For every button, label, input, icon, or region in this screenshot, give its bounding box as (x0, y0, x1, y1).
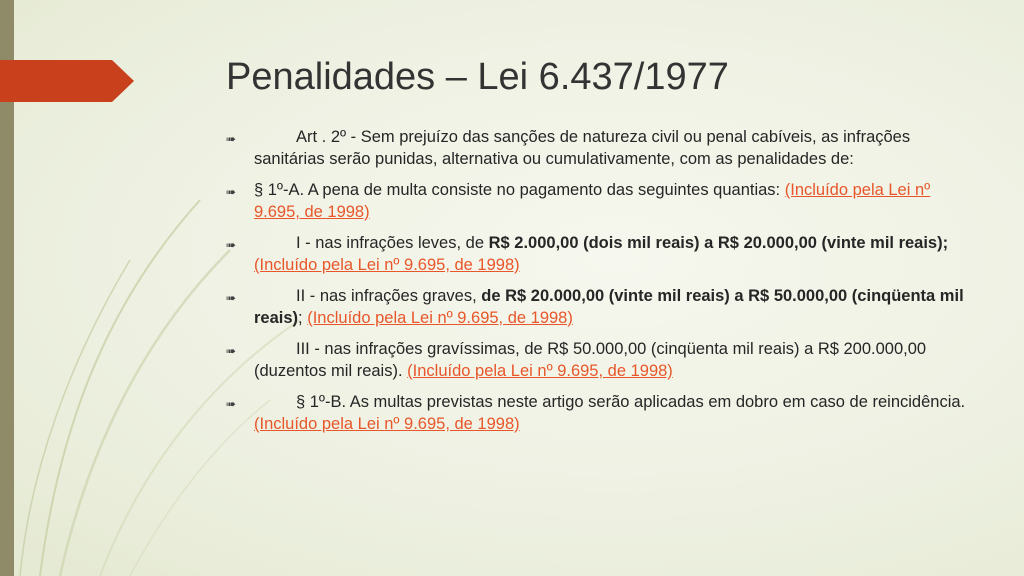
bullet-text: Art . 2º - Sem prejuízo das sanções de natureza civil ou penal cabíveis, as infrações sanitárias serão punidas, alternativa ou cumulativamente, com as penalidades de: (254, 128, 911, 168)
law-reference-link[interactable]: (Incluído pela Lei nº 9.695, de 1998) (407, 362, 673, 380)
arrow-bullet-icon: ➠ (226, 291, 237, 305)
bullet-item (226, 179, 966, 223)
bullet-punctuation: ; (298, 309, 303, 327)
bullet-item (226, 338, 966, 382)
bullet-text: I - nas infrações leves, de (296, 234, 489, 252)
arrow-bullet-icon: ➠ (226, 185, 237, 199)
title-accent-tab (0, 60, 134, 102)
arrow-bullet-icon: ➠ (226, 397, 237, 411)
law-reference-link[interactable]: (Incluído pela Lei nº 9.695, de 1998) (307, 309, 573, 327)
arrow-bullet-icon: ➠ (226, 132, 237, 146)
bullet-text: § 1º-B. As multas previstas neste artigo serão aplicadas em dobro em caso de reincidência. (296, 393, 966, 411)
bullet-bold-text: R$ 2.000,00 (dois mil reais) a R$ 20.000,00 (vinte mil reais); (488, 234, 949, 252)
bullet-item (226, 391, 966, 435)
slide-title: Penalidades – Lei 6.437/1977 (226, 56, 729, 98)
law-reference-link[interactable]: (Incluído pela Lei nº 9.695, de 1998) (254, 415, 520, 433)
bullet-text: II - nas infrações graves, (296, 287, 482, 305)
bullet-list (226, 126, 966, 444)
law-reference-link[interactable]: (Incluído pela Lei nº 9.695, de 1998) (254, 181, 931, 221)
law-reference-link[interactable]: (Incluído pela Lei nº 9.695, de 1998) (254, 256, 520, 274)
arrow-bullet-icon: ➠ (226, 344, 237, 358)
bullet-text: III - nas infrações gravíssimas, de R$ 50.000,00 (cinqüenta mil reais) a R$ 200.000,00 (duzentos mil reais). (254, 340, 927, 380)
bullet-bold-text: de R$ 20.000,00 (vinte mil reais) a R$ 50.000,00 (cinqüenta mil reais) (254, 287, 964, 327)
bullet-item (226, 232, 966, 276)
bullet-item (226, 285, 966, 329)
arrow-bullet-icon: ➠ (226, 238, 237, 252)
bullet-item (226, 126, 966, 170)
bullet-text: § 1º-A. A pena de multa consiste no pagamento das seguintes quantias: (254, 181, 781, 199)
